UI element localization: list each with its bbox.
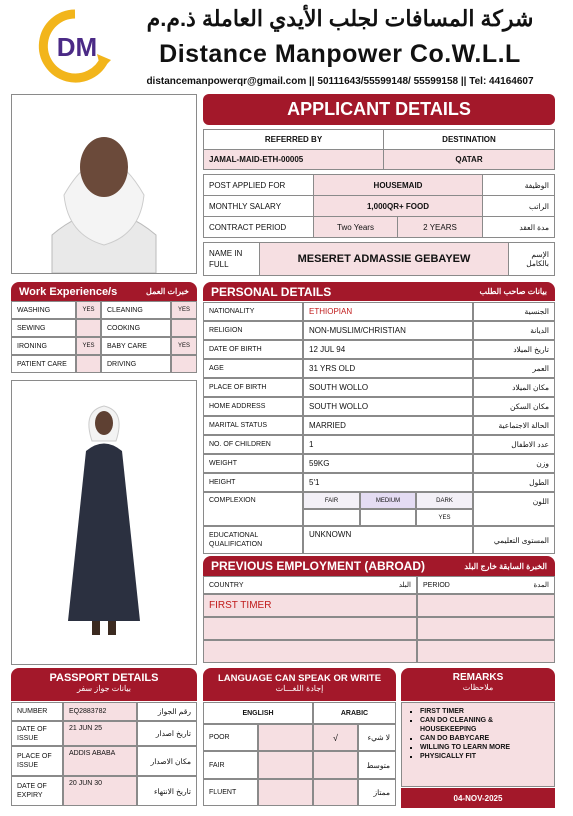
company-name-arabic: شركة المسافات لجلب الأيدي العاملة ذ.م.م <box>146 6 534 31</box>
nationality-label: NATIONALITY <box>203 302 303 321</box>
work-experience-title: Work Experience/s <box>19 285 118 298</box>
complexion-label-ar: اللون <box>473 492 555 526</box>
issue-place-label-ar: مكان الاصدار <box>137 746 197 776</box>
home-address-label-ar: مكان السكن <box>473 397 555 416</box>
skill-value <box>171 319 197 337</box>
post-value: HOUSEMAID <box>313 174 483 196</box>
complexion-fair: FAIR <box>303 492 360 509</box>
weight-label-ar: وزن <box>473 454 555 473</box>
name-label-ar: الإسم بالكامل <box>508 242 555 276</box>
language-title-ar: إجادة اللغـــات <box>275 684 324 693</box>
fluent-english <box>258 779 313 806</box>
english-label: ENGLISH <box>203 702 313 724</box>
children-value: 1 <box>303 435 473 454</box>
religion-label-ar: الديانة <box>473 321 555 340</box>
name-value: MESERET ADMASSIE GEBAYEW <box>259 242 509 276</box>
previous-employment-header <box>203 556 555 576</box>
poor-label: POOR <box>203 724 258 751</box>
passport-number-value: EQ2883782 <box>63 702 137 721</box>
company-name-english: Distance Manpower Co.W.L.L <box>159 40 521 68</box>
home-address-label: HOME ADDRESS <box>203 397 303 416</box>
skill-label: WASHING <box>11 301 76 319</box>
passport-number-label-ar: رقم الجواز <box>137 702 197 721</box>
remarks-list <box>401 702 555 787</box>
contract-label-ar: مدة العقد <box>482 216 555 238</box>
skill-label: PATIENT CARE <box>11 355 76 373</box>
country-label: COUNTRY <box>209 581 244 589</box>
height-label: HEIGHT <box>203 473 303 492</box>
poor-arabic: √ <box>313 724 358 751</box>
skill-label: IRONING <box>11 337 76 355</box>
skill-value: YES <box>76 301 101 319</box>
skill-value <box>171 355 197 373</box>
passport-header <box>11 668 197 701</box>
education-value: UNKNOWN <box>303 526 473 554</box>
poor-english <box>258 724 313 751</box>
language-table <box>203 702 396 806</box>
age-value: 31 YRS OLD <box>303 359 473 378</box>
personal-details-table <box>203 302 555 554</box>
skill-value: YES <box>171 301 197 319</box>
personal-details-title-ar: بيانات صاحب الطلب <box>479 287 547 296</box>
remark-item: ▪ WILLING TO LEARN MORE <box>420 743 548 752</box>
issue-place-value: ADDIS ABABA <box>63 746 137 776</box>
remarks-header <box>401 668 555 701</box>
skill-value <box>76 319 101 337</box>
weight-value: 59KG <box>303 454 473 473</box>
name-label: NAME IN FULL <box>203 242 260 276</box>
religion-label: RELIGION <box>203 321 303 340</box>
issue-place-label: PLACE OF ISSUE <box>11 746 63 776</box>
expiry-date-label: DATE OF EXPIRY <box>11 776 63 806</box>
skill-label: COOKING <box>101 319 171 337</box>
remark-item: ▪ CAN DO CLEANING & HOUSEKEEPING <box>420 716 548 734</box>
page-title: APPLICANT DETAILS <box>203 94 555 125</box>
language-header <box>203 668 396 701</box>
weight-label: WEIGHT <box>203 454 303 473</box>
contract-value-years: 2 YEARS <box>397 216 483 238</box>
passport-table <box>11 702 197 806</box>
language-title: LANGUAGE CAN SPEAK OR WRITE <box>217 673 382 684</box>
previous-employment-title: PREVIOUS EMPLOYMENT (ABROAD) <box>211 559 426 573</box>
destination-label: DESTINATION <box>383 129 555 150</box>
remark-item: ▪ PHYSICALLY FIT <box>420 752 548 761</box>
fair-label: FAIR <box>203 751 258 779</box>
previous-employment-table <box>203 576 555 663</box>
children-label-ar: عدد الاطفال <box>473 435 555 454</box>
religion-value: NON-MUSLIM/CHRISTIAN <box>303 321 473 340</box>
complexion-selected: YES <box>416 509 473 526</box>
work-experience-table <box>11 301 197 373</box>
place-of-birth-label-ar: مكان الميلاد <box>473 378 555 397</box>
place-of-birth-label: PLACE OF BIRTH <box>203 378 303 397</box>
fluent-label-ar: ممتاز <box>358 779 396 806</box>
skill-label: SEWING <box>11 319 76 337</box>
dob-label: DATE OF BIRTH <box>203 340 303 359</box>
education-label-ar: المستوى التعليمي <box>473 526 555 554</box>
height-value: 5'1 <box>303 473 473 492</box>
remarks-title: REMARKS <box>452 672 504 683</box>
remarks-title-ar: ملاحظات <box>462 683 494 692</box>
portrait-photo <box>11 94 197 274</box>
referred-by-label: REFERRED BY <box>203 129 384 150</box>
skill-value: YES <box>76 337 101 355</box>
remark-item: ▪ FIRST TIMER <box>420 707 548 716</box>
education-label: EDUCATIONAL QUALIFICATION <box>203 526 303 554</box>
logo-letters: DM <box>56 32 98 62</box>
passport-number-label: NUMBER <box>11 702 63 721</box>
country-label-ar: البلد <box>398 582 411 589</box>
children-label: NO. OF CHILDREN <box>203 435 303 454</box>
passport-title-ar: بيانات جواز سفر <box>76 684 132 693</box>
fluent-label: FLUENT <box>203 779 258 806</box>
dob-value: 12 JUL 94 <box>303 340 473 359</box>
previous-employment-title-ar: الخبرة السابقة خارج البلد <box>464 561 547 571</box>
company-logo <box>35 6 115 86</box>
skill-value: YES <box>171 337 197 355</box>
fair-label-ar: متوسط <box>358 751 396 779</box>
home-address-value: SOUTH WOLLO <box>303 397 473 416</box>
salary-label-ar: الراتب <box>482 195 555 217</box>
post-label-ar: الوظيفة <box>482 174 555 196</box>
fair-english <box>258 751 313 779</box>
destination-value: QATAR <box>383 149 555 170</box>
contract-value-words: Two Years <box>313 216 398 238</box>
issue-date-label: DATE OF ISSUE <box>11 721 63 746</box>
personal-details-title: PERSONAL DETAILS <box>211 284 332 299</box>
skill-label: BABY CARE <box>101 337 171 355</box>
salary-label: MONTHLY SALARY <box>203 195 314 217</box>
salary-value: 1,000QR+ FOOD <box>313 195 483 217</box>
previous-employment-value: FIRST TIMER <box>203 594 417 617</box>
arabic-label: ARABIC <box>313 702 396 724</box>
skill-label: CLEANING <box>101 301 171 319</box>
referred-by-value: JAMAL-MAID-ETH-00005 <box>203 149 384 170</box>
dob-label-ar: تاريخ الميلاد <box>473 340 555 359</box>
passport-title: PASSPORT DETAILS <box>49 672 159 684</box>
issue-date-label-ar: تاريخ اصدار <box>137 721 197 746</box>
nationality-label-ar: الجنسية <box>473 302 555 321</box>
poor-label-ar: لا شيء <box>358 724 396 751</box>
personal-details-header <box>203 282 555 301</box>
complexion-dark: DARK <box>416 492 473 509</box>
expiry-date-value: 20 JUN 30 <box>63 776 137 806</box>
height-label-ar: الطول <box>473 473 555 492</box>
nationality-value: ETHIOPIAN <box>303 302 473 321</box>
age-label: AGE <box>203 359 303 378</box>
contact-info: distancemanpowerqr@gmail.com || 50111643/55599148/ 55599158 || Tel: 44164607 <box>146 76 534 87</box>
fluent-arabic <box>313 779 358 806</box>
period-label: PERIOD <box>423 581 450 589</box>
work-experience-header <box>11 282 197 301</box>
marital-status-value: MARRIED <box>303 416 473 435</box>
issue-date-value: 21 JUN 25 <box>63 721 137 746</box>
skill-value <box>76 355 101 373</box>
remark-item: ▪ CAN DO BABYCARE <box>420 734 548 743</box>
fair-arabic <box>313 751 358 779</box>
marital-status-label: MARITAL STATUS <box>203 416 303 435</box>
skill-label: DRIVING <box>101 355 171 373</box>
period-label-ar: المدة <box>533 582 549 589</box>
remarks-date: 04-NOV-2025 <box>401 788 555 808</box>
work-experience-title-ar: خبرات العمل <box>146 287 189 296</box>
age-label-ar: العمر <box>473 359 555 378</box>
marital-status-label-ar: الحالة الاجتماعية <box>473 416 555 435</box>
expiry-date-label-ar: تاريخ الانتهاء <box>137 776 197 806</box>
complexion-medium: MEDIUM <box>360 492 416 509</box>
complexion-label: COMPLEXION <box>203 492 303 526</box>
contract-label: CONTRACT PERIOD <box>203 216 314 238</box>
full-body-photo <box>11 380 197 665</box>
place-of-birth-value: SOUTH WOLLO <box>303 378 473 397</box>
post-label: POST APPLIED FOR <box>203 174 314 196</box>
